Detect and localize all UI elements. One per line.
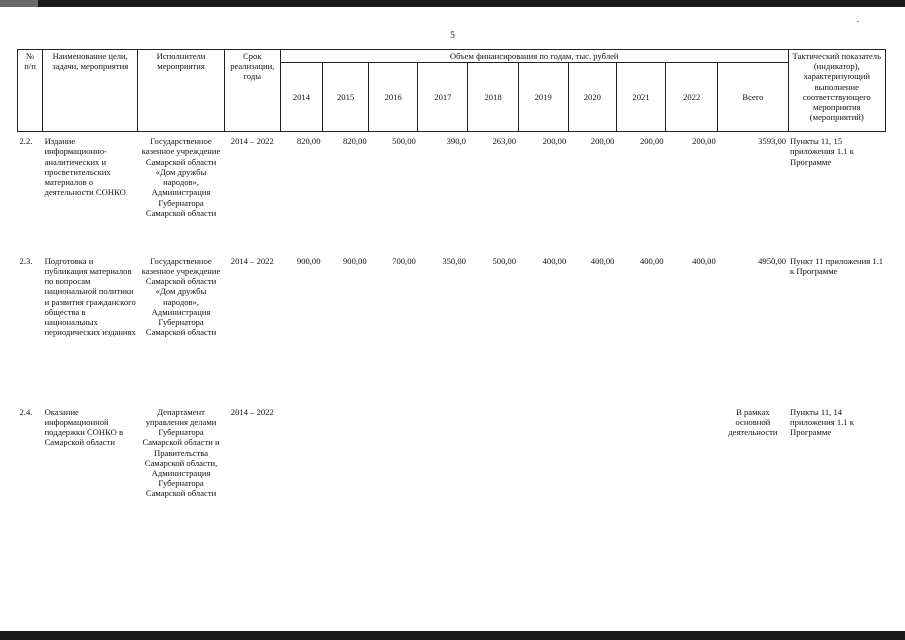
row-value: 820,00 (343, 136, 367, 147)
corner-mark: . (856, 14, 859, 24)
year-header: 2015 (323, 63, 369, 132)
table-row (18, 132, 886, 252)
year-header: 2019 (518, 63, 568, 132)
year-header: 2021 (616, 63, 665, 132)
row-value: 500,00 (492, 255, 517, 266)
year-header: 2014 (280, 63, 322, 132)
row-value: 400,00 (590, 255, 615, 266)
year-header: 2018 (468, 63, 518, 132)
bottom-scan-border (0, 631, 905, 640)
row-value: 900,00 (343, 255, 367, 266)
row-total: 3593,00 (758, 136, 787, 147)
row-value: 700,00 (392, 255, 416, 266)
row-value: 820,00 (296, 136, 321, 147)
col-num-header: № п/п (18, 50, 43, 132)
row-value: 200,00 (542, 136, 567, 147)
page-number: 5 (450, 31, 455, 41)
row-value: 350,00 (442, 255, 466, 266)
row-value: 200,00 (590, 136, 615, 147)
col-term-header: Срок реализации, годы (224, 50, 280, 132)
table-header-row (18, 50, 886, 63)
row-executor: Государственное казенное учреждение Самарской области «Дом дружбы народов», Администрация Губернатора Самарской области (141, 136, 221, 218)
row-number: 2.3. (19, 255, 33, 266)
row-term: 2014 – 2022 (230, 136, 274, 147)
row-number: 2.4. (19, 406, 33, 417)
year-header: 2017 (418, 63, 468, 132)
total-header: Всего (718, 63, 788, 132)
row-value (518, 403, 568, 507)
row-executor: Государственное казенное учреждение Самарской области «Дом дружбы народов», Администрация Губернатора Самарской области (141, 255, 221, 338)
year-header: 2022 (666, 63, 718, 132)
table-row (18, 403, 886, 507)
row-value: 200,00 (639, 136, 664, 147)
row-name: Подготовка и публикация материалов по вопросам национальной политики и развития гражданского общества в национальных периодических изданиях (44, 255, 136, 338)
row-name: Издание информационно-аналитических и просветительских материалов о деятельности СОНКО (44, 136, 126, 198)
row-value (323, 403, 369, 507)
row-value (418, 403, 468, 507)
financing-table (17, 49, 886, 507)
row-value: 400,00 (542, 255, 567, 266)
row-value: 400,00 (639, 255, 664, 266)
row-value: 900,00 (296, 255, 321, 266)
row-value (280, 403, 322, 507)
table-row (18, 252, 886, 403)
col-finance-header: Объем финансирования по годам, тыс. рублей (280, 50, 788, 63)
year-header: 2020 (568, 63, 616, 132)
row-value (468, 403, 518, 507)
row-value: 390,0 (446, 136, 466, 147)
row-indicator: Пункты 11, 14 приложения 1.1 к Программе (790, 406, 854, 438)
row-term: 2014 – 2022 (230, 255, 274, 266)
row-value (666, 403, 718, 507)
row-value: 263,00 (492, 136, 517, 147)
row-value (369, 403, 418, 507)
row-term: 2014 – 2022 (230, 406, 274, 417)
top-scan-border (0, 0, 905, 7)
col-executor-header: Исполнители мероприятия (138, 50, 224, 132)
col-indicator-header: Тактический показатель (индикатор), характеризующий выполнение соответствующего мероприятия (мероприятий) (788, 50, 885, 132)
row-value: 500,00 (392, 136, 416, 147)
row-name: Оказание информационной поддержки СОНКО в Самарской области (44, 406, 124, 448)
row-indicator: Пункт 11 приложения 1.1 к Программе (790, 255, 884, 276)
row-total: В рамках основной деятельности (728, 406, 778, 438)
row-executor: Департамент управления делами Губернатора Самарской области и Правительства Самарской области, Администрация Губернатора Самарской области (142, 406, 220, 499)
row-indicator: Пункты 11, 15 приложения 1.1 к Программе (790, 136, 854, 167)
row-number: 2.2. (19, 136, 33, 147)
row-total: 4950,00 (758, 255, 787, 266)
row-value: 200,00 (692, 136, 716, 147)
col-name-header: Наименование цели, задачи, мероприятия (43, 50, 138, 132)
row-value (616, 403, 665, 507)
row-value: 400,00 (692, 255, 716, 266)
row-value (568, 403, 616, 507)
year-header: 2016 (369, 63, 418, 132)
